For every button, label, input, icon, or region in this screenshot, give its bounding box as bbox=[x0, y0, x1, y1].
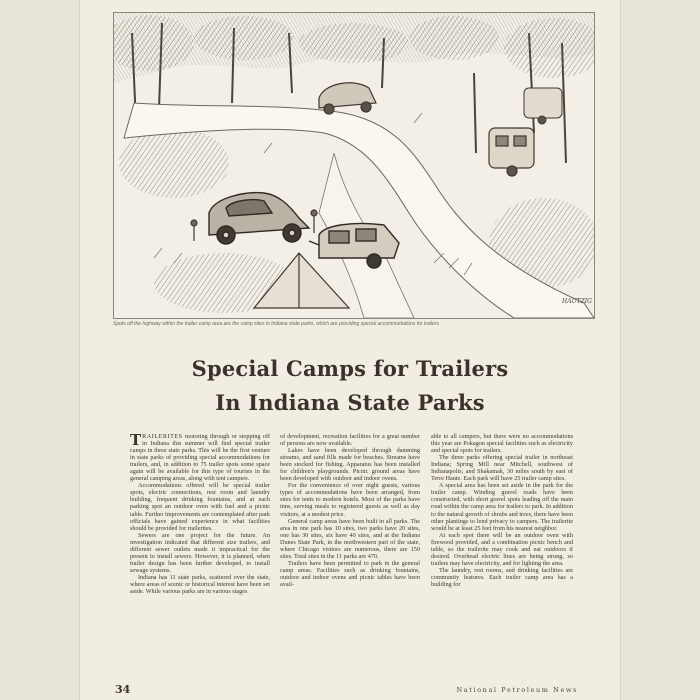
paragraph: of development, recreation facilities for a great number of persons are now available. bbox=[280, 433, 420, 448]
article-column-1 bbox=[130, 433, 270, 668]
camp-sketch bbox=[114, 13, 594, 318]
paragraph: Sewers are one project for the future. An investigation indicated that different size trailers, and different sewer outlets made it impractical for the present to install sewers. However, it is planned, when trailer design has been further developed, to install sewage systems. bbox=[130, 531, 270, 574]
article-column-3 bbox=[431, 433, 573, 668]
lead-paragraph bbox=[130, 433, 270, 482]
headline-line-1: Special Camps for Trailers bbox=[191, 356, 509, 381]
illustration-caption: Spots off the highway within the trailer camp area are the camp sites in Indiana state parks, which are providing special accommodations for trailers bbox=[113, 321, 439, 327]
dropcap: T bbox=[130, 433, 142, 449]
paragraph: Lakes have been developed through damming streams, and sand fills made for beaches. Streams have been stocked for fishing. Apparatus has been installed for children's playgrounds. Picnic ground areas have been developed with outdoor and indoor ovens. bbox=[280, 447, 420, 483]
lead-in: RAILERITES bbox=[142, 433, 183, 440]
camp-illustration bbox=[113, 12, 595, 319]
artist-signature: HAUTZIG bbox=[562, 298, 592, 305]
paragraph: Trailers have been permitted to park in the general camp areas. Facilities such as drinking fountains, outdoor and indoor ovens and picnic tables have been avail- bbox=[280, 559, 420, 588]
paragraph: A special area has been set aside in the park for the trailer camp. Winding gravel roads have been constructed, with short gravel spots leading off the main road within the camp area for trailers to park. In addition to the natural growth of shrubs and trees, there have been other plantings to lend privacy to campers. The trailerite would be at least 25 feet from his nearest neighbor. bbox=[431, 482, 573, 532]
paragraph: At each spot there will be an outdoor oven with firewood provided, and a combination picnic bench and table, so the trailerite may cook and eat outdoors if desired. Overhead electric lines are being strung, so trailers may have electricity, and for lighting the area. bbox=[431, 531, 573, 567]
paragraph: The three parks offering special trailer in northeast Indiana; Spring Mill near Mitchell, southwest of Indianapolis; and Shakamak, 30 miles south by east of Terre Haute. Each park will have 25 trailer camp sites. bbox=[431, 454, 573, 483]
paragraph: motoring through or stopping off in Indiana this summer will find special trailer camps in three state parks. This will be the first venture in state parks of providing special accommodations for trailers, and, in addition to 75 trailer spots some space again will be available for this type of tourists in the general camping areas, along with tent campers. bbox=[130, 433, 270, 483]
running-footer: National Petroleum News bbox=[456, 686, 578, 694]
paragraph: able to all campers, but there were no accommodations this year are Pokagon special facilities such as electricity and special spots for trailers. bbox=[431, 433, 573, 455]
page-number: 34 bbox=[115, 683, 131, 696]
paragraph: Accommodations offered will be special trailer spots, electric connections, rest room and laundry building, frequent drinking fountains, and at each parking spot an outdoor oven with fuel and a picnic table. Further improvements are contemplated after park officials have gained experience in what facilities should be provided for trailerites. bbox=[130, 482, 270, 532]
paragraph: For the convenience of over night guests, various types of accommodations have been arranged, from sites for tents to modern hotels. Most of the parks have inns, serving meals to registered guests as well as day visitors, at a modest price. bbox=[280, 482, 420, 518]
headline-line-2: In Indiana State Parks bbox=[215, 390, 485, 415]
paragraph: Indiana has 11 state parks, scattered over the state, where areas of scenic or historical interest have been set aside. While various parks are in various stages bbox=[130, 573, 270, 596]
paragraph: General camp areas have been built in all parks. The area in one park has 10 sites, two parks have 20 sites, one has 30 sites, six have 40 sites, and at the Indiana Dunes State Park, in the northwestern part of the state, where Chicago visitors are numerous, there are 150 sites. Total sites in the 11 parks are 470. bbox=[280, 517, 420, 560]
magazine-page bbox=[80, 0, 620, 700]
paragraph: The laundry, rest rooms, and drinking facilities are community features. Each trailer camp area has a building for bbox=[431, 566, 573, 588]
article-headline bbox=[80, 352, 620, 420]
article-column-2 bbox=[280, 433, 420, 668]
